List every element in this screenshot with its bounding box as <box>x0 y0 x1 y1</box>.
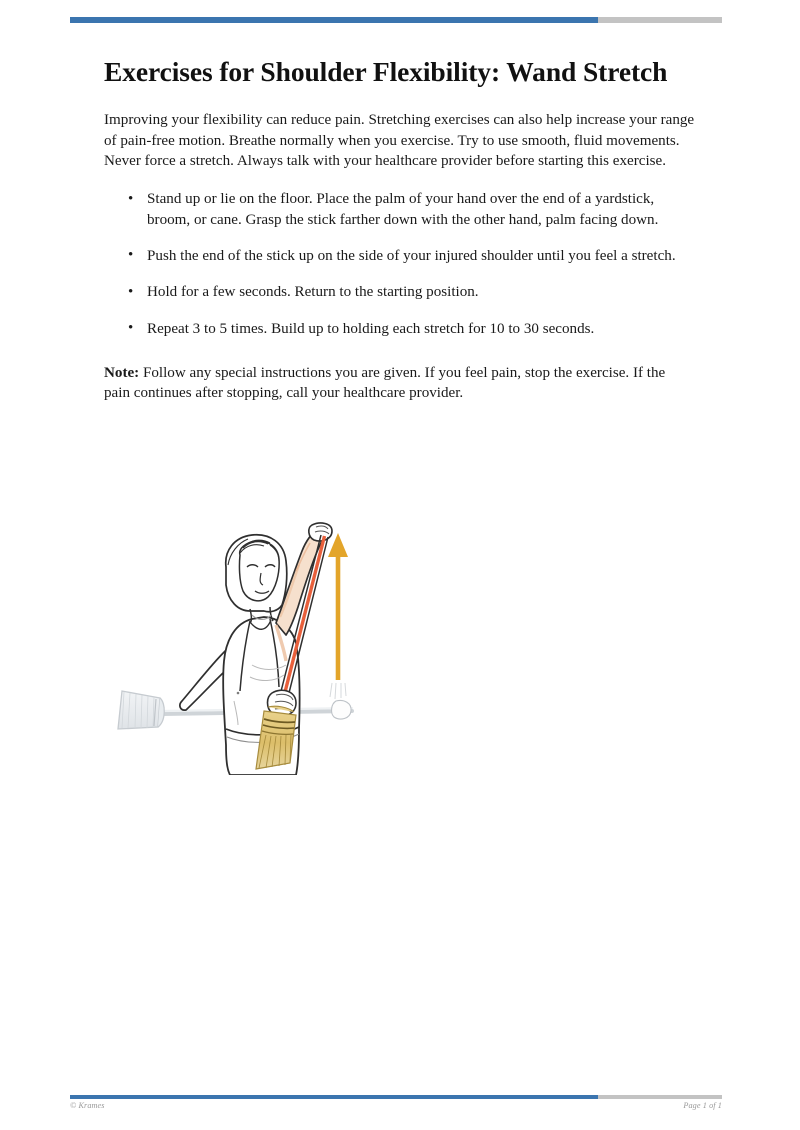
footer-rule <box>70 1095 722 1099</box>
list-item: • Hold for a few seconds. Return to the starting position. <box>147 282 700 302</box>
page-title: Exercises for Shoulder Flexibility: Wand Stretch <box>104 56 668 87</box>
list-item: • Push the end of the stick up on the side of your injured shoulder until you feel a stretch. <box>147 246 700 266</box>
list-item: • Repeat 3 to 5 times. Build up to holding each stretch for 10 to 30 seconds. <box>147 319 700 339</box>
copyright-notice: © Krames <box>70 1101 105 1110</box>
footer <box>70 1101 722 1110</box>
exercise-steps-list <box>104 189 700 338</box>
note-body: Follow any special instructions you are given. If you feel pain, stop the exercise. If the pain continues after stopping, call your healthcare provider. <box>104 364 666 402</box>
note-paragraph <box>104 363 686 404</box>
header-rule-blue-segment <box>70 17 598 23</box>
footer-rule-blue-segment <box>70 1095 598 1099</box>
direction-arrow-up-icon <box>328 533 348 699</box>
list-item: • Stand up or lie on the floor. Place the palm of your hand over the end of a yardstick, broom, or cane. Grasp the stick farther down with the other hand, palm facing down. <box>147 189 700 230</box>
figure-head <box>226 535 287 623</box>
document-content <box>104 54 700 403</box>
note-label: Note: <box>104 364 140 381</box>
page-number: Page 1 of 1 <box>683 1101 722 1110</box>
header-rule <box>70 17 722 23</box>
ghost-hand <box>332 700 352 719</box>
footer-rule-gray-segment <box>598 1095 722 1099</box>
wand-stretch-illustration <box>100 515 380 775</box>
intro-paragraph: Improving your flexibility can reduce pain. Stretching exercises can also help increase your range of pain-free motion. Breathe normally when you exercise. Try to use smooth, fluid movements. Never force a stretch. Always talk with your healthcare provider before starting this exercise. <box>104 112 695 170</box>
header-rule-gray-segment <box>598 17 722 23</box>
